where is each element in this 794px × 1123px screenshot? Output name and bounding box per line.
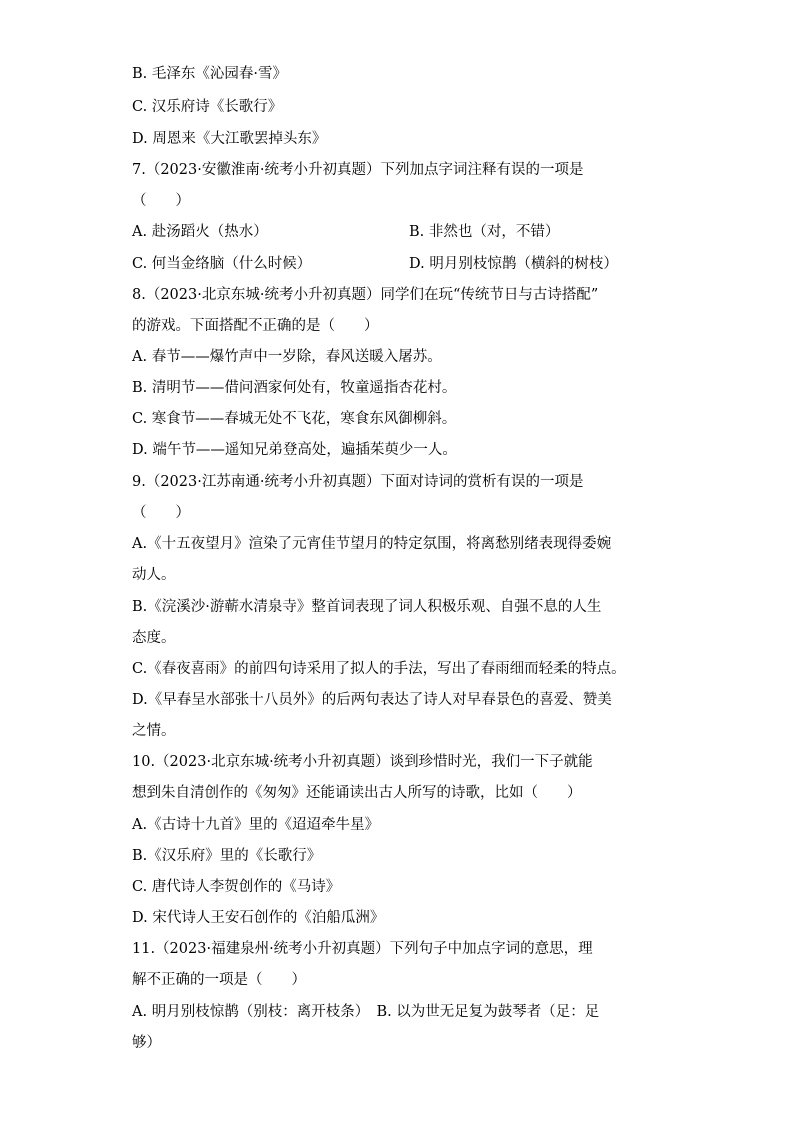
q9-option-d: D.《早春呈水部张十八员外》的后两句表达了诗人对早春景色的喜爱、赞美 — [132, 692, 612, 708]
q6-option-d: D. 周恩来《大江歌罢掉头东》 — [132, 131, 327, 147]
q11-stem-cont: 解不正确的一项是（ ） — [132, 972, 306, 988]
q10-option-a: A.《古诗十九首》里的《迢迢牵牛星》 — [132, 817, 380, 833]
q8-option-d: D. 端午节——遥知兄弟登高处，遍插茱萸少一人。 — [132, 442, 457, 458]
q11-stem: 11.（2023·福建泉州·统考小升初真题）下列句子中加点字词的意思，理 — [132, 941, 593, 957]
q9-option-b-cont: 态度。 — [132, 630, 176, 646]
q10-option-d: D. 宋代诗人王安石创作的《泊船瓜洲》 — [132, 910, 385, 926]
q9-option-a-cont: 动人。 — [132, 567, 176, 583]
q8-option-a: A. 春节——爆竹声中一岁除，春风送暖入屠苏。 — [132, 349, 442, 365]
q7-option-d: D. 明月别枝惊鹊（横斜的树枝） — [409, 256, 618, 272]
q10-option-c: C. 唐代诗人李贺创作的《马诗》 — [132, 879, 341, 895]
q11-options-ab-cont: 够） — [132, 1035, 161, 1051]
q10-stem-cont: 想到朱自清创作的《匆匆》还能诵读出古人所写的诗歌，比如（ ） — [132, 785, 582, 801]
q8-option-b: B. 清明节——借问酒家何处有，牧童遥指杏花村。 — [132, 380, 457, 396]
q8-option-c: C. 寒食节——春城无处不飞花，寒食东风御柳斜。 — [132, 411, 457, 427]
q9-option-d-cont: 之情。 — [132, 723, 176, 739]
q9-option-b: B.《浣溪沙·游蕲水清泉寺》整首词表现了词人积极乐观、自强不息的人生 — [132, 599, 602, 615]
q7-stem-blank: （ ） — [132, 193, 190, 209]
q7-stem: 7.（2023·安徽淮南·统考小升初真题）下列加点字词注释有误的一项是 — [132, 162, 584, 178]
q7-option-b: B. 非然也（对，不错） — [409, 224, 560, 240]
q8-stem: 8.（2023·北京东城·统考小升初真题）同学们在玩“传统节日与古诗搭配” — [132, 287, 599, 303]
q6-option-c: C. 汉乐府诗《长歌行》 — [132, 99, 283, 115]
q8-stem-cont: 的游戏。下面搭配不正确的是（ ） — [132, 318, 379, 334]
q9-stem: 9.（2023·江苏南通·统考小升初真题）下面对诗词的赏析有误的一项是 — [132, 474, 584, 490]
q9-option-c: C.《春夜喜雨》的前四句诗采用了拟人的手法，写出了春雨细而轻柔的特点。 — [132, 661, 626, 677]
q11-options-ab: A. 明月别枝惊鹊（别枝：离开枝条） B. 以为世无足复为鼓琴者（足：足 — [132, 1004, 600, 1020]
q10-option-b: B.《汉乐府》里的《长歌行》 — [132, 848, 322, 864]
q9-stem-blank: （ ） — [132, 505, 190, 521]
q6-option-b: B. 毛泽东《沁园春·雪》 — [132, 66, 287, 82]
q7-option-c: C. 何当金络脑（什么时候） — [132, 256, 312, 272]
q10-stem: 10.（2023·北京东城·统考小升初真题）谈到珍惜时光，我们一下子就能 — [132, 754, 593, 770]
q9-option-a: A.《十五夜望月》渲染了元宵佳节望月的特定氛围，将离愁别绪表现得委婉 — [132, 536, 612, 552]
q7-option-a: A. 赴汤蹈火（热水） — [132, 224, 268, 240]
